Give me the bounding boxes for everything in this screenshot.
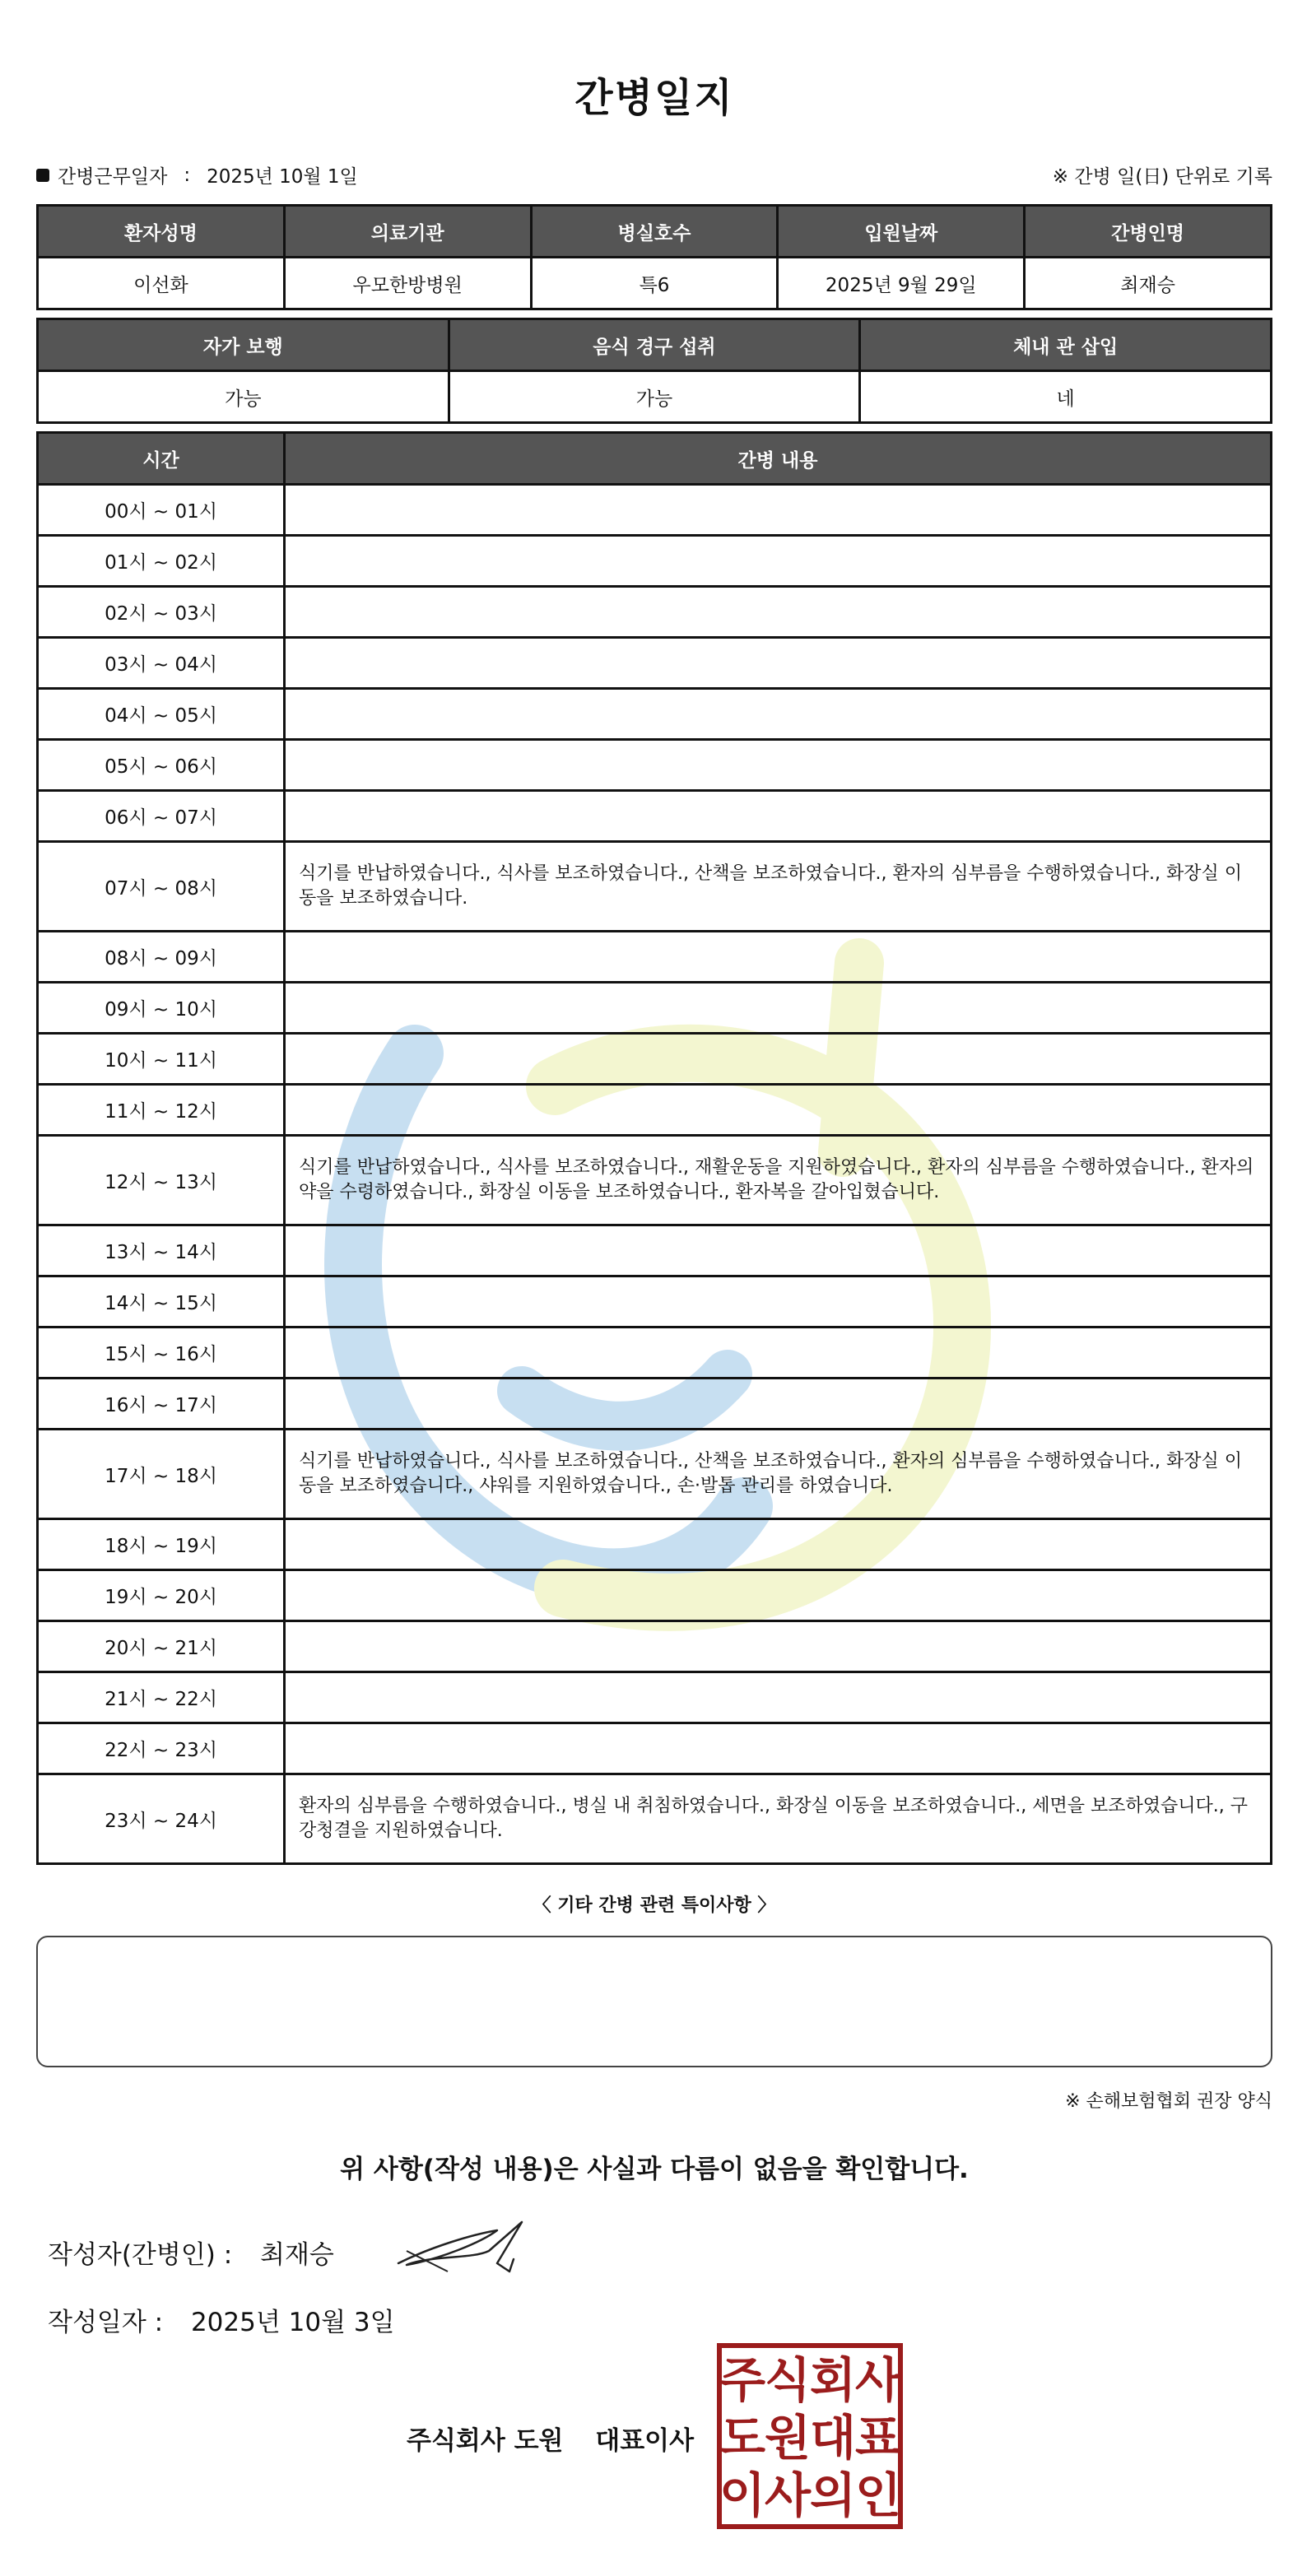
log-time: 11시 ~ 12시 [38,1085,285,1136]
log-content[interactable]: 환자의 심부름을 수행하였습니다., 병실 내 취침하였습니다., 화장실 이동을 보조하였습니다., 세면을 보조하였습니다., 구강청결을 지원하였습니다. [285,1774,1272,1864]
table-row [38,791,1272,842]
log-content[interactable] [285,1085,1272,1136]
tube-insertion-value: 네 [860,371,1272,423]
log-content[interactable] [285,1034,1272,1085]
log-content[interactable] [285,932,1272,983]
time-header: 시간 [38,433,285,485]
hospital-header: 의료기관 [284,206,531,258]
log-time: 08시 ~ 09시 [38,932,285,983]
log-time: 18시 ~ 19시 [38,1519,285,1570]
signature-icon [382,2214,547,2288]
work-date-value: 2025년 10월 1일 [207,166,358,188]
log-content[interactable]: 식기를 반납하였습니다., 식사를 보조하였습니다., 재활운동을 지원하였습니다., 환자의 심부름을 수행하였습니다., 환자의 약을 수령하였습니다., 화장실 이동을 보조하였습니다., 환자복을 갈아입혔습니다. [285,1136,1272,1225]
log-time: 12시 ~ 13시 [38,1136,285,1225]
table-row [38,1672,1272,1723]
log-time: 14시 ~ 15시 [38,1276,285,1328]
special-notes-title: 〈 기타 간병 관련 특이사항 〉 [533,1895,776,1916]
work-date-separator: : [184,164,191,186]
self-walking-value: 가능 [38,371,449,423]
log-time: 07시 ~ 08시 [38,842,285,932]
admission-date-header: 입원날짜 [778,206,1025,258]
oral-intake-value: 가능 [449,371,860,423]
log-content[interactable] [285,1225,1272,1276]
log-content[interactable] [285,485,1272,536]
table-row [38,689,1272,740]
table-row [38,536,1272,587]
work-date-row [36,161,1272,194]
table-row [38,1085,1272,1136]
seal-char: 인 [854,2467,902,2523]
log-content[interactable]: 식기를 반납하였습니다., 식사를 보조하였습니다., 산책을 보조하였습니다., 환자의 심부름을 수행하였습니다., 화장실 이동을 보조하였습니다., 샤워를 지원하였습니다., 손·발톱 관리를 하였습니다. [285,1430,1272,1519]
table-row [38,1723,1272,1774]
log-content[interactable] [285,689,1272,740]
seal-char: 사 [764,2467,812,2523]
work-date [36,161,358,188]
log-content[interactable] [285,1276,1272,1328]
log-content[interactable] [285,983,1272,1034]
log-time: 23시 ~ 24시 [38,1774,285,1864]
hospital-name: 우모한방병원 [284,258,531,309]
log-time: 02시 ~ 03시 [38,587,285,638]
writer-name: 최재승 [260,2240,334,2270]
log-time: 09시 ~ 10시 [38,983,285,1034]
patient-name: 이선화 [38,258,285,309]
table-row [38,1621,1272,1672]
log-time: 04시 ~ 05시 [38,689,285,740]
writer-label: 작성자(간병인) : [48,2240,233,2270]
log-content[interactable] [285,1723,1272,1774]
written-date-value: 2025년 10월 3일 [190,2308,395,2337]
care-content-header: 간병 내용 [285,433,1272,485]
patient-name-header: 환자성명 [38,206,285,258]
special-notes-box[interactable] [36,1936,1272,2067]
square-bullet-icon [36,169,49,182]
log-content[interactable] [285,1379,1272,1430]
log-time: 13시 ~ 14시 [38,1225,285,1276]
company-signoff [407,2420,694,2457]
log-content[interactable] [285,740,1272,791]
log-time: 17시 ~ 18시 [38,1430,285,1519]
log-time: 06시 ~ 07시 [38,791,285,842]
company-name: 주식회사 도원 [407,2426,564,2456]
page-title: 간병일지 [574,75,734,121]
log-time: 16시 ~ 17시 [38,1379,285,1430]
insurance-note: ※ 손해보험협회 권장 양식 [1065,2091,1272,2112]
log-time: 05시 ~ 06시 [38,740,285,791]
log-time: 03시 ~ 04시 [38,638,285,689]
table-row [38,1136,1272,1225]
tube-insertion-header: 체내 관 삽입 [860,319,1272,371]
log-content[interactable] [285,1328,1272,1379]
patient-status-table [36,318,1272,424]
log-time: 19시 ~ 20시 [38,1570,285,1621]
patient-info-table [36,204,1272,310]
log-time: 22시 ~ 23시 [38,1723,285,1774]
log-content[interactable] [285,791,1272,842]
seal-char: 식 [764,2352,812,2408]
table-row [38,932,1272,983]
written-date-label: 작성일자 : [48,2308,164,2337]
table-row [38,740,1272,791]
log-time: 20시 ~ 21시 [38,1621,285,1672]
admission-date: 2025년 9월 29일 [778,258,1025,309]
log-time: 01시 ~ 02시 [38,536,285,587]
table-row [38,638,1272,689]
seal-char: 주 [719,2352,766,2408]
writer-line [48,2234,334,2271]
room-header: 병실호수 [531,206,778,258]
log-content[interactable]: 식기를 반납하였습니다., 식사를 보조하였습니다., 산책을 보조하였습니다., 환자의 심부름을 수행하였습니다., 화장실 이동을 보조하였습니다. [285,842,1272,932]
seal-char: 원 [764,2410,812,2466]
unit-note: ※ 간병 일(日) 단위로 기록 [1052,166,1272,188]
table-row [38,1276,1272,1328]
log-content[interactable] [285,1570,1272,1621]
table-row [38,1328,1272,1379]
company-title: 대표이사 [595,2426,695,2456]
table-row [38,1034,1272,1085]
oral-intake-header: 음식 경구 섭취 [449,319,860,371]
company-seal-icon [716,2342,904,2530]
log-content[interactable] [285,536,1272,587]
table-row [38,485,1272,536]
log-content[interactable] [285,638,1272,689]
log-time: 00시 ~ 01시 [38,485,285,536]
seal-char: 회 [809,2352,857,2408]
caregiver-header: 간병인명 [1025,206,1272,258]
log-content[interactable] [285,1621,1272,1672]
table-row [38,1570,1272,1621]
table-row [38,1225,1272,1276]
log-time: 21시 ~ 22시 [38,1672,285,1723]
table-row [38,842,1272,932]
table-row [38,1774,1272,1864]
seal-char: 표 [854,2410,902,2466]
seal-char: 의 [809,2467,857,2523]
written-date-line [48,2301,395,2338]
care-log-table [36,431,1272,1865]
seal-char: 이 [719,2467,766,2523]
seal-char: 도 [719,2410,766,2466]
log-content[interactable] [285,587,1272,638]
log-content[interactable] [285,1519,1272,1570]
log-content[interactable] [285,1672,1272,1723]
table-row [38,587,1272,638]
confirmation-statement: 위 사항(작성 내용)은 사실과 다름이 없음을 확인합니다. [340,2155,969,2184]
work-date-label: 간병근무일자 [58,166,168,188]
table-row [38,983,1272,1034]
table-row [38,1519,1272,1570]
table-row [38,1430,1272,1519]
table-row [38,1379,1272,1430]
room-number: 특6 [531,258,778,309]
log-time: 15시 ~ 16시 [38,1328,285,1379]
seal-char: 대 [809,2410,857,2466]
caregiver-name: 최재승 [1025,258,1272,309]
self-walking-header: 자가 보행 [38,319,449,371]
log-time: 10시 ~ 11시 [38,1034,285,1085]
seal-char: 사 [854,2352,902,2408]
